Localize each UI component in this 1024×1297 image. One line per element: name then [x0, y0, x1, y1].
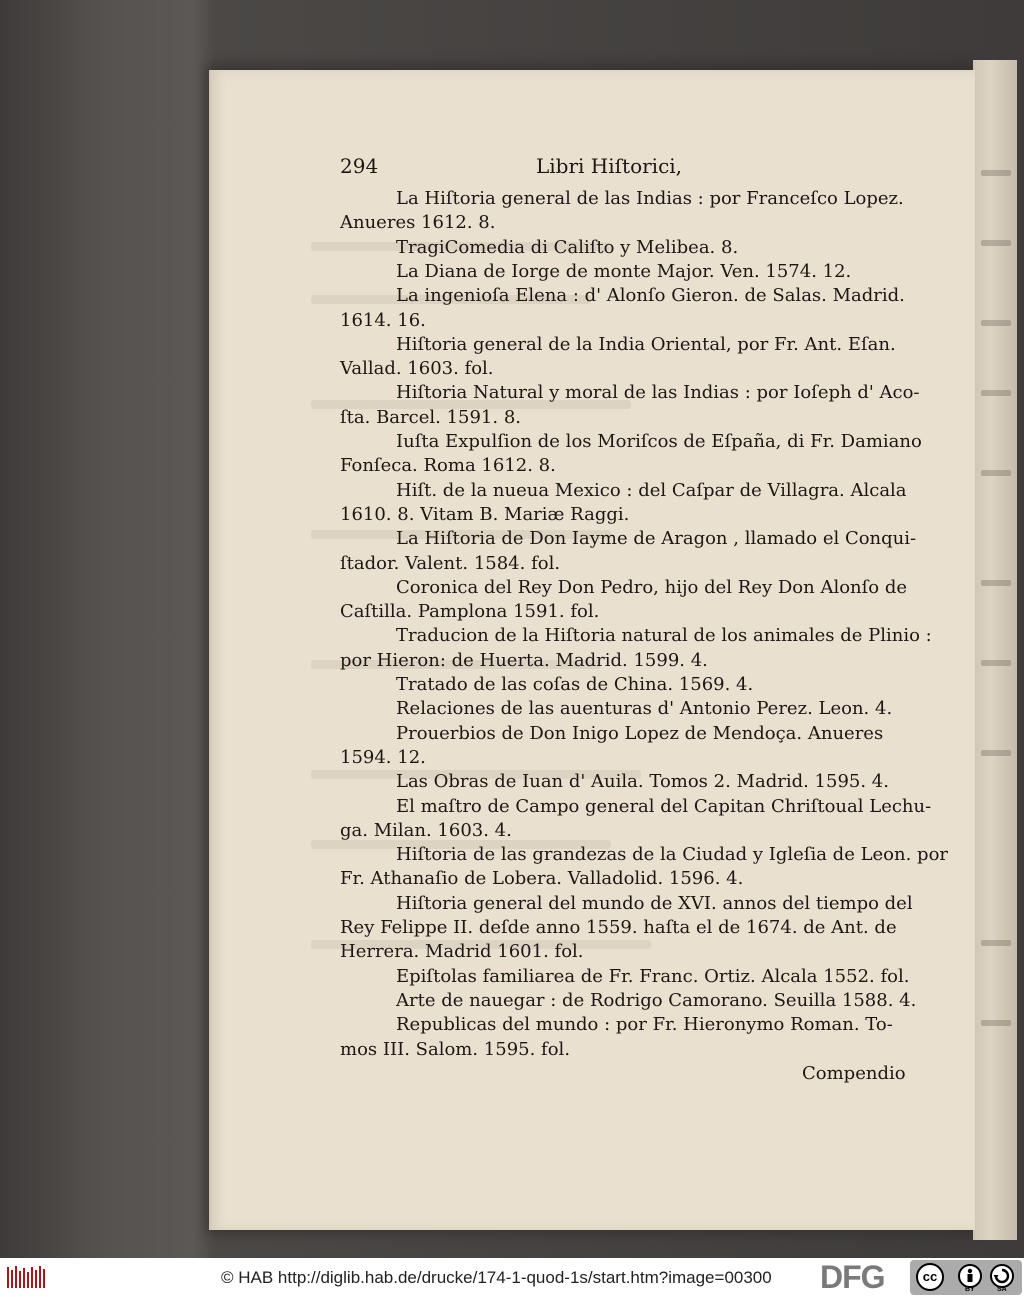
text-line: Fonſeca. Roma 1612. 8. [340, 455, 556, 477]
by-icon [958, 1264, 982, 1288]
text-line: La Hiſtoria de Don Iayme de Aragon , llamado el Conqui- [396, 528, 917, 550]
text-line: Hiſtoria de las grandezas de la Ciudad y Igleſia de Leon. por [396, 844, 949, 866]
catchword: Compendio [802, 1062, 906, 1084]
page-header [340, 150, 910, 184]
text-line: 1594. 12. [340, 746, 426, 768]
sa-icon [990, 1264, 1014, 1288]
cc-icon: cc [916, 1263, 944, 1291]
text-line: Rey Felippe II. deſde anno 1559. haſta el de 1674. de Ant. de [340, 917, 897, 938]
text-line: Caſtilla. Pamplona 1591. fol. [340, 601, 600, 623]
by-label: BY [965, 1286, 975, 1293]
adjacent-page-edge [973, 60, 1017, 1240]
footer-bar [0, 1258, 1024, 1297]
text-line: La Hiſtoria general de las Indias : por Franceſco Lopez. [396, 188, 904, 209]
running-title: Libri Hiſtorici, [536, 154, 683, 178]
text-line: Hiſtoria general de la India Oriental, por Fr. Ant. Eſan. [396, 333, 896, 355]
text-line: La ingenioſa Elena : d' Alonſo Gieron. de Salas. Madrid. [396, 285, 905, 307]
dfg-logo-icon[interactable]: DFG [820, 1259, 885, 1295]
cc-license-icon[interactable] [910, 1260, 1022, 1295]
text-line: Arte de nauegar : de Rodrigo Camorano. Seuilla 1588. 4. [396, 989, 917, 1011]
sa-label: SA [997, 1286, 1007, 1293]
text-line: Republicas del mundo : por Fr. Hieronymo Roman. To- [396, 1014, 893, 1036]
text-line: TragiComedia di Caliſto y Melibea. 8. [396, 236, 739, 258]
text-line: Herrera. Madrid 1601. fol. [340, 941, 584, 963]
text-line: 1610. 8. Vitam B. Mariæ Raggi. [340, 503, 630, 525]
text-line: Prouerbios de Don Inigo Lopez de Mendoça. Anueres [396, 722, 884, 744]
text-line: Traducion de la Hiſtoria natural de los animales de Plinio : [396, 625, 932, 647]
copyright-link[interactable]: © HAB http://diglib.hab.de/drucke/174-1-quod-1s/start.htm?image=00300 [221, 1268, 772, 1287]
text-line: 1614. 16. [340, 309, 426, 331]
text-line: La Diana de Iorge de monte Major. Ven. 1574. 12. [396, 260, 852, 282]
text-line: Iuſta Expulſion de los Moriſcos de Eſpaña, di Fr. Damiano [396, 431, 922, 452]
text-line: Tratado de las coſas de China. 1569. 4. [396, 674, 754, 695]
text-line: ſtador. Valent. 1584. fol. [340, 552, 561, 574]
text-line: Vallad. 1603. fol. [340, 358, 494, 380]
text-line: por Hieron: de Huerta. Madrid. 1599. 4. [340, 649, 708, 671]
text-line: mos III. Salom. 1595. fol. [340, 1038, 571, 1060]
text-line: Hiſtoria Natural y moral de las Indias : por Ioſeph d' Aco- [396, 382, 920, 404]
text-line: Epiſtolas familiarea de Fr. Franc. Ortiz. Alcala 1552. fol. [396, 965, 910, 987]
text-line: El maſtro de Campo general del Capitan Chriſtoual Lechu- [396, 795, 932, 817]
text-line: ſta. Barcel. 1591. 8. [340, 406, 521, 428]
page-number: 294 [340, 154, 379, 178]
hab-logo-icon[interactable] [6, 1264, 48, 1291]
text-line: Hiſtoria general del mundo de XVI. annos del tiempo del [396, 892, 913, 914]
text-line: Relaciones de las auenturas d' Antonio Perez. Leon. 4. [396, 698, 893, 720]
text-line: Las Obras de Iuan d' Auila. Tomos 2. Madrid. 1595. 4. [396, 771, 889, 793]
text-line: Coronica del Rey Don Pedro, hijo del Rey Don Alonſo de [396, 576, 908, 598]
text-line: Anueres 1612. 8. [340, 212, 496, 234]
text-line: Hiſt. de la nueua Mexico : del Caſpar de Villagra. Alcala [396, 479, 907, 501]
text-line: ga. Milan. 1603. 4. [340, 819, 512, 841]
text-line: Fr. Athanaſio de Lobera. Valladolid. 1596. 4. [340, 868, 744, 890]
